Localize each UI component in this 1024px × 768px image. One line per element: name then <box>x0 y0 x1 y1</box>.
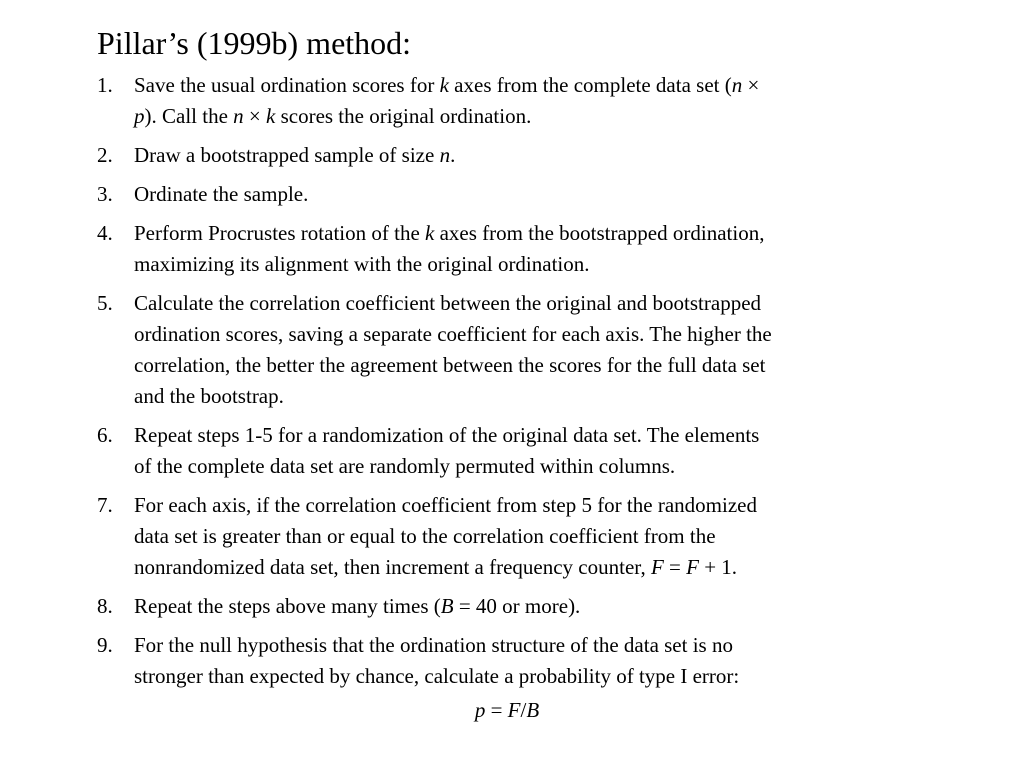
text-run: maximizing its alignment with the original ordination. <box>134 252 590 276</box>
math-variable: k <box>439 73 449 97</box>
step-item <box>97 179 927 210</box>
math-variable: F <box>650 555 664 579</box>
step-text <box>134 218 927 280</box>
text-run: ). Call the <box>144 104 234 128</box>
step-text <box>134 490 927 583</box>
slide-title: Pillar’s (1999b) method: <box>97 25 412 61</box>
math-variable: B <box>526 698 540 722</box>
text-run: of the complete data set are randomly permuted within columns. <box>134 454 676 478</box>
math-variable: k <box>266 104 276 128</box>
math-variable: p <box>474 698 486 722</box>
text-run: scores the original ordination. <box>275 104 532 128</box>
step-text <box>134 179 927 210</box>
math-variable: n <box>233 104 244 128</box>
text-run: axes from the complete data set ( <box>448 73 732 97</box>
text-run: × <box>243 104 266 128</box>
step-item <box>97 70 927 132</box>
text-run: = 40 or more). <box>453 594 581 618</box>
math-variable: n <box>731 73 743 97</box>
step-item <box>97 140 927 171</box>
text-run: correlation, the better the agreement between the scores for the full data set <box>134 353 766 377</box>
step-number: 4. <box>97 221 113 245</box>
text-run: Calculate the correlation coefficient between the original and bootstrapped <box>134 291 762 315</box>
text-run: = <box>485 698 508 722</box>
text-run: . <box>450 143 456 167</box>
math-variable: k <box>425 221 435 245</box>
text-run: axes from the bootstrapped ordination, <box>434 221 765 245</box>
text-run: Draw a bootstrapped sample of size <box>134 143 440 167</box>
text-run: = <box>663 555 687 579</box>
text-run: For each axis, if the correlation coefficient from step 5 for the randomized <box>134 493 757 517</box>
probability-formula <box>0 695 1014 726</box>
text-run: and the bootstrap. <box>134 384 284 408</box>
text-run: For the null hypothesis that the ordination structure of the data set is no <box>134 633 733 657</box>
step-item <box>97 288 927 412</box>
step-item <box>97 218 927 280</box>
text-run: Ordinate the sample. <box>134 182 309 206</box>
text-run: nonrandomized data set, then increment a frequency counter, <box>134 555 651 579</box>
text-run: ordination scores, saving a separate coefficient for each axis. The higher the <box>134 322 772 346</box>
step-item <box>97 420 927 482</box>
text-run: + 1. <box>698 555 738 579</box>
math-variable: p <box>134 104 145 128</box>
math-variable: F <box>507 698 521 722</box>
text-run: Repeat steps 1-5 for a randomization of the original data set. The elements <box>134 423 760 447</box>
text-run: Perform Procrustes rotation of the <box>134 221 426 245</box>
math-variable: F <box>686 555 699 579</box>
step-number: 9. <box>97 633 113 657</box>
math-variable: B <box>440 594 454 618</box>
text-run: stronger than expected by chance, calculate a probability of type I error: <box>134 664 740 688</box>
step-number: 5. <box>97 291 113 315</box>
step-number: 3. <box>97 182 113 206</box>
step-item <box>97 490 927 583</box>
step-text <box>134 288 927 412</box>
text-run: Repeat the steps above many times ( <box>134 594 441 618</box>
text-run: × <box>742 73 760 97</box>
step-number: 6. <box>97 423 113 447</box>
step-text <box>134 591 927 622</box>
step-text <box>134 630 927 692</box>
step-item <box>97 630 927 692</box>
step-number: 8. <box>97 594 113 618</box>
step-item <box>97 591 927 622</box>
math-variable: n <box>439 143 451 167</box>
step-number: 1. <box>97 73 113 97</box>
text-run: Save the usual ordination scores for <box>134 73 440 97</box>
step-number: 2. <box>97 143 113 167</box>
step-text <box>134 70 927 132</box>
text-run: / <box>520 698 527 722</box>
step-number: 7. <box>97 493 113 517</box>
step-text <box>134 140 927 171</box>
step-text <box>134 420 927 482</box>
text-run: data set is greater than or equal to the correlation coefficient from the <box>134 524 716 548</box>
